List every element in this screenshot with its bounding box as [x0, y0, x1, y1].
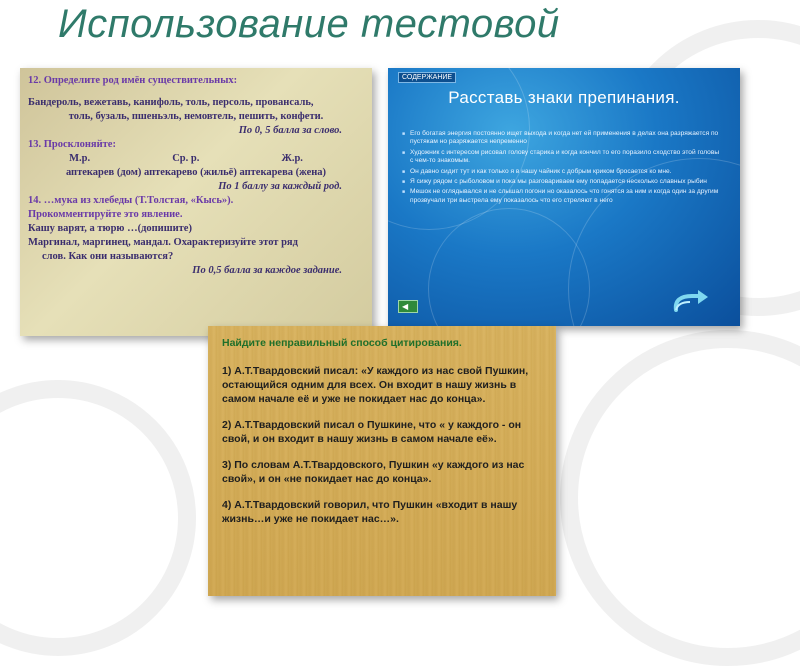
gender-masc: М.р. — [69, 153, 91, 164]
task-12-score: По 0, 5 балла за слово. — [238, 125, 342, 136]
decor-circle — [0, 380, 196, 656]
task-13-score: По 1 баллу за каждый род. — [218, 181, 342, 192]
citation-heading: Найдите неправильный способ цитирования. — [222, 337, 462, 349]
task-14-score: По 0,5 балла за каждое задание. — [192, 265, 342, 276]
punctuation-title: Расставь знаки препинания. — [448, 88, 680, 107]
task-14-instruction: Прокомментируйте это явление. — [28, 209, 183, 220]
task-14-words: Маргинал, маргинец, мандал. Охарактеризуйте этот ряд — [28, 237, 298, 248]
contents-button[interactable]: СОДЕРЖАНИЕ — [398, 72, 456, 83]
list-item: ■ Его богатая энергия постоянно ищет выхода и когда нет ей применения в делах она разряжается по пустякам но разряжается непременно — [402, 130, 720, 147]
list-item: ■ Художник с интересом рисовал голову старика и когда кончил то его поразило сходство этой головы с чем-то знакомым. — [402, 149, 720, 166]
slide-thumbnail-grammar[interactable] — [20, 68, 372, 336]
citation-option-4: 4) А.Т.Твардовский говорил, что Пушкин «входит в нашу жизнь…и уже не покидает нас…». — [222, 499, 518, 525]
task-12-words-cont: толь, бузаль, пшеньэль, немовтель, пешить, конфети. — [68, 111, 324, 122]
task-14-heading: 14. …мука из хлебеды (Т.Толстая, «Кысь»). — [28, 195, 234, 206]
slide-title: Использование тестовой — [58, 2, 560, 46]
return-arrow-icon[interactable] — [670, 288, 710, 318]
task-12-heading: 12. Определите род имён существительных: — [28, 75, 238, 86]
citation-option-2: 2) А.Т.Твардовский писал о Пушкине, что « у каждого - он свой, и он входит в нашу жизнь в самом начале её». — [222, 419, 522, 445]
task-12-words: Бандероль, вежетавь, канифоль, толь, персоль, провансаль, — [28, 97, 314, 108]
slide-thumbnail-citation[interactable] — [208, 326, 556, 596]
gender-fem: Ж.р. — [281, 153, 303, 164]
gender-neut: Ср. р. — [172, 153, 200, 164]
task-13-forms: аптекарев (дом) аптекарево (жильё) аптекарева (жена) — [65, 167, 327, 178]
prev-slide-button[interactable] — [398, 300, 418, 313]
list-item: ■ Он давно сидит тут и как только я в нашу чайник с добрым криком бросается ко мне. — [402, 168, 720, 176]
task-14-phrase: Кашу варят, а тюрю …(допишите) — [28, 223, 192, 234]
sentence-list — [402, 130, 720, 207]
list-item: ■ Мешок не оглядывался и не слышал погони но оказалось что гонятся за ним и когда один за другим прозвучали три выстрела ему показалось что его стреляют в него — [402, 188, 720, 205]
citation-option-1: 1) А.Т.Твардовский писал: «У каждого из нас свой Пушкин, остающийся одним для всех. Он входит в нашу жизнь в самом начале её и уже не покидает нас до конца». — [222, 365, 529, 405]
slide-thumbnail-punctuation[interactable] — [388, 68, 740, 326]
gender-columns — [28, 152, 364, 166]
citation-option-3: 3) По словам А.Т.Твардовского, Пушкин «у каждого из нас свой», и он «не покидает нас до конца». — [222, 459, 525, 485]
decor-circle — [560, 330, 800, 666]
task-14-question: слов. Как они называются? — [42, 251, 174, 262]
list-item: ■ Я сижу рядом с рыболовом и пока мы разговариваем ему попадается несколько славных рыбин — [402, 178, 720, 186]
task-13-heading: 13. Просклоняйте: — [28, 139, 116, 150]
arrow-left-icon: ◀ — [402, 302, 409, 311]
